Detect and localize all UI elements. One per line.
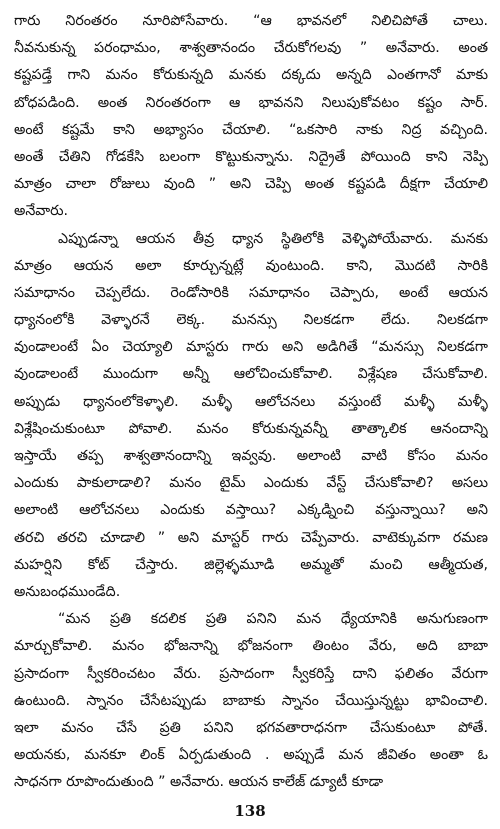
text-line: ఉంటుంది. స్నానం చేసేటప్పుడు బాబాకు స్నానం చేయిస్తున్నట్టు భావించాలి. bbox=[14, 692, 488, 709]
text-line: “మన ప్రతి కదలిక ప్రతి పనిని మన ధ్యేయానికి అనుగుణంగా bbox=[58, 611, 488, 628]
text-line: అంటే కష్టమే కాని అభ్యాసం చేయాలి. “ఒకసారి నాకు నిద్ర వచ్చింది. bbox=[14, 121, 488, 138]
text-line: అనుబంధముండేది. bbox=[14, 583, 121, 600]
text-line: వుండాలంటే ముందుగా అన్నీ ఆలోచించుకోవాలి. విశ్లేషణ చేసుకోవాలి. bbox=[14, 366, 488, 383]
text-line: బోధపడింది. అంత నిరంతరంగా ఆ భావనని నిలుపుకోవటం కష్టం సార్. bbox=[14, 94, 488, 111]
text-line: నీవనుకున్న పరంధామం, శాశ్వతానందం చేరుకోగలవు ” అనేవారు. అంత bbox=[14, 40, 488, 57]
text-line: మాత్రం ఆయన అలా కూర్చున్నట్లే వుంటుంది. కాని, మొదటి సారికి bbox=[14, 257, 488, 274]
paragraph bbox=[14, 226, 488, 607]
text-line: అంతే చేతిని గోడకేసి బలంగా కొట్టుకున్నాను. నిద్రైతే పోయింది కాని నెప్పి bbox=[14, 148, 488, 165]
text-line: సాధనగా రూపొందుతుంది ” అనేవారు. ఆయన కాలేజ్ డ్యూటీ కూడా bbox=[14, 774, 384, 791]
text-line: ఎందుకు పాకులాడాలి? మనం టైమ్ ఎందుకు వేస్ట్ చేసుకోవాలి? అసలు bbox=[14, 475, 488, 492]
text-line: విశ్లేషించుకుంటూ పోవాలి. మనం కోరుకున్నవన్నీ తాత్కాలిక ఆనందాన్ని bbox=[14, 420, 488, 437]
text-line: వుండాలంటే ఏం చెయ్యాలి మాస్టరు గారు అని అడిగితే “మనస్సు నిలకడగా bbox=[14, 339, 488, 356]
paragraph bbox=[14, 8, 488, 226]
text-line: ధ్యానంలోకి వెళ్ళారనే లెక్క. మనన్సు నిలకడగా లేదు. నిలకడగా bbox=[14, 312, 488, 329]
text-line: మహర్షిని కోట్ చేస్తారు. జిల్లెళ్ళమూడి అమ్మతో మంచి ఆత్మీయత, bbox=[14, 556, 488, 573]
text-line: ఎప్పుడన్నా ఆయన తీవ్ర ధ్యాన స్థితిలోకి వెళ్ళిపోయేవారు. మనకు bbox=[58, 230, 488, 247]
text-line: సమాధానం చెప్పలేదు. రెండోసారికి సమాధానం చెప్పారు, అంటే ఆయన bbox=[14, 284, 488, 301]
page-number: 138 bbox=[234, 802, 266, 820]
paragraph bbox=[14, 606, 488, 796]
text-line: ఇలా మనం చేసే ప్రతి పనిని భగవతారాధనగా చేసుకుంటూ పోతే. bbox=[14, 719, 488, 736]
text-line: కష్టపడ్తే గాని మనం కోరుకున్నది మనకు దక్కదు అన్నది ఎంతగానో మాకు bbox=[14, 67, 488, 84]
text-line: ఇస్తాయే తప్ప శాశ్వతానందాన్ని ఇవ్వవు. అలాంటి వాటి కోసం మనం bbox=[14, 448, 488, 464]
text-line: అలాంటి ఆలోచనలు ఎందుకు వస్తాయి? ఎక్కడ్నించి వస్తున్నాయి? అని bbox=[14, 502, 488, 519]
text-line: గారు నిరంతరం నూరిపోసేవారు. “ఆ భావనలో నిలిచిపోతే చాలు. bbox=[14, 13, 488, 29]
book-page-text bbox=[14, 8, 488, 798]
text-line: మాత్రం చాలా రోజులు వుంది ” అని చెప్పి అంత కష్టపడి దీక్షగా చేయాలి bbox=[14, 176, 488, 193]
text-line: అనేవారు. bbox=[14, 203, 69, 220]
text-line: మార్చుకోవాలి. మనం భోజనాన్ని భోజనంగా తింటం వేరు, అది బాబా bbox=[14, 638, 488, 655]
text-line: అయనకు, మనకూ లింక్ ఏర్పడుతుంది . అప్పుడే మన జీవితం అంతా ఓ bbox=[14, 747, 488, 764]
text-line: అప్పుడు ధ్యానంలోకెళ్ళాలి. మళ్ళీ ఆలోచనలు వస్తుంటే మళ్ళీ మళ్ళీ bbox=[14, 393, 488, 410]
text-line: ప్రసాదంగా స్వీకరించటం వేరు. ప్రసాదంగా స్వీకరిస్తే దాని ఫలితం వేరుగా bbox=[14, 665, 488, 682]
text-line: తరచి తరచి చూడాలి ” అని మాస్టర్ గారు చెప్పేవారు. వాటెక్కువగా రమణ bbox=[14, 529, 488, 546]
